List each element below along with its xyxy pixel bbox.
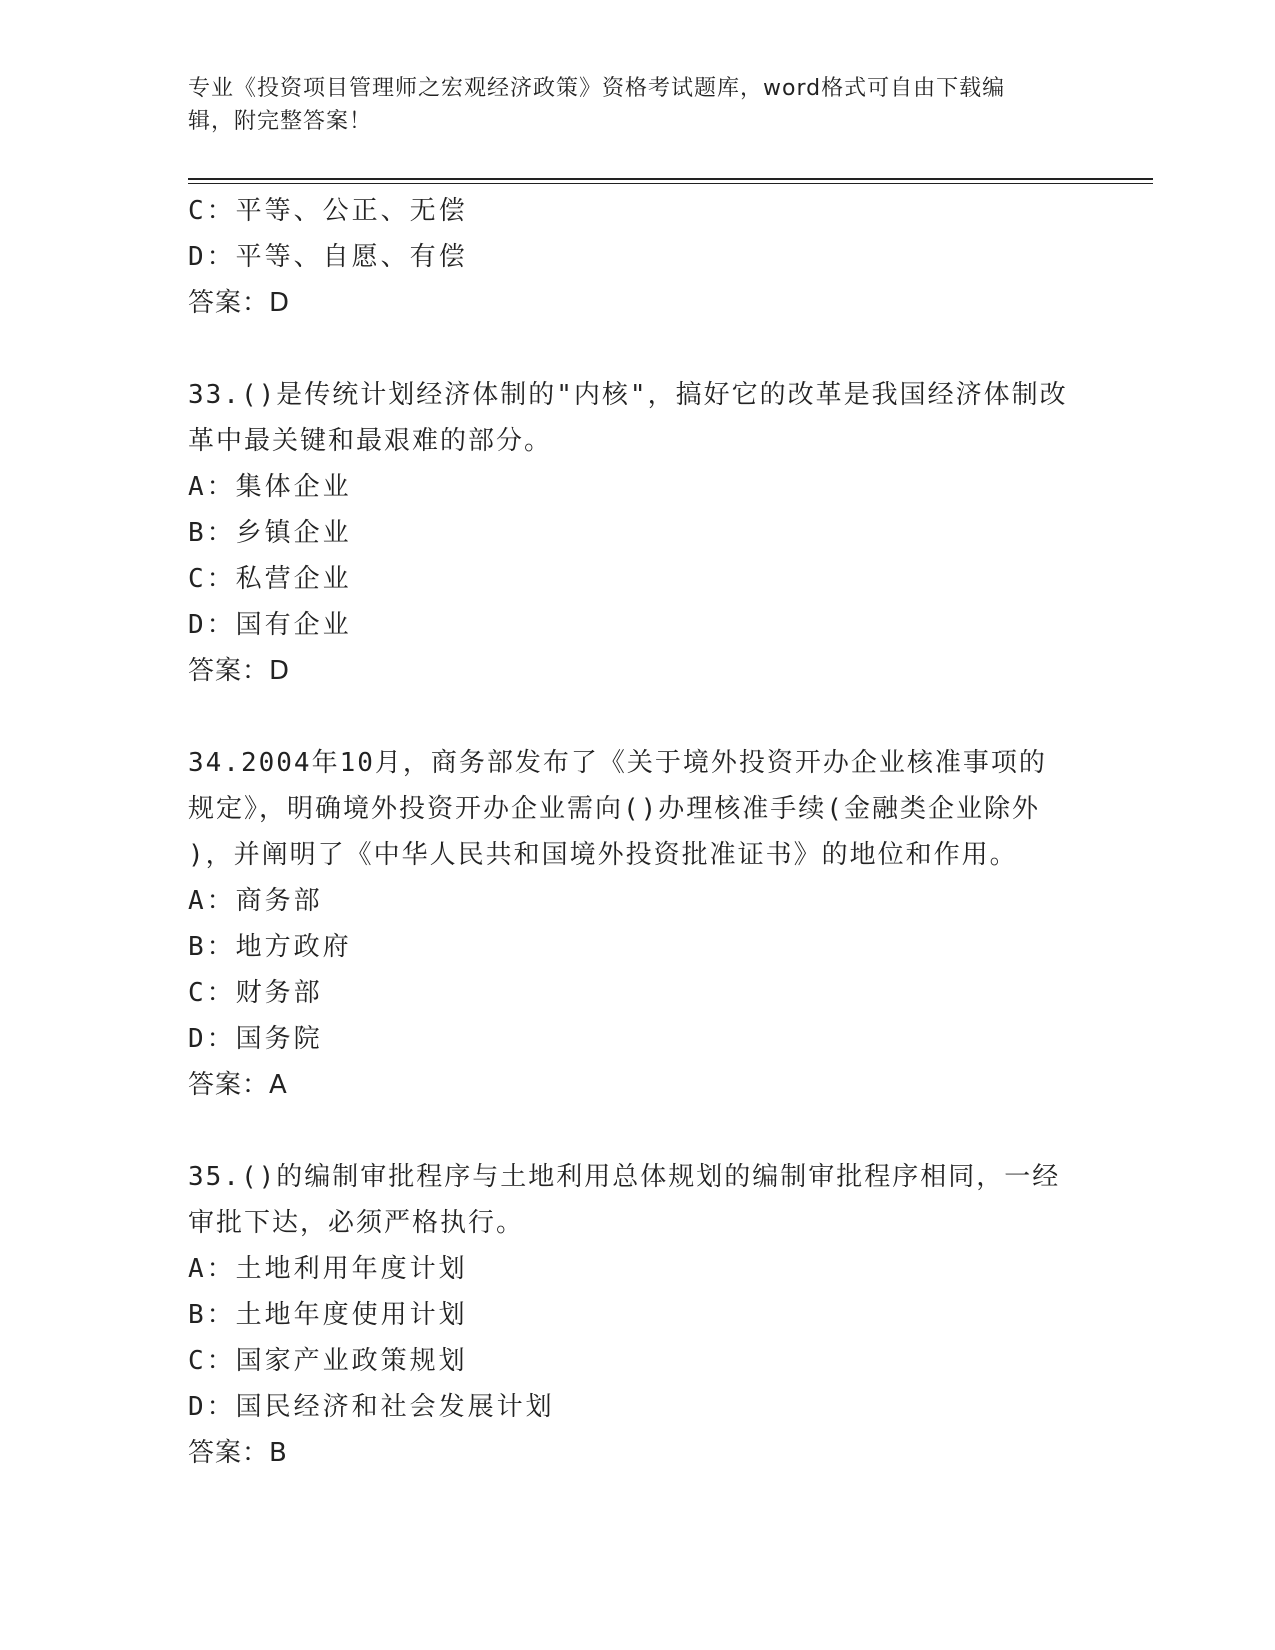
answer: 答案：A	[188, 1070, 288, 1100]
header-rule-thin	[188, 183, 1153, 184]
option-a: A：土地利用年度计划	[188, 1254, 468, 1284]
option-c: C：财务部	[188, 978, 323, 1008]
question-stem-line: 革中最关键和最艰难的部分。	[188, 426, 553, 456]
option-c: C：国家产业政策规划	[188, 1346, 468, 1376]
question-block-34	[188, 740, 1088, 1108]
option-d: D：平等、自愿、有偿	[188, 242, 468, 272]
question-list	[188, 188, 1088, 1476]
option-b: B：土地年度使用计划	[188, 1300, 468, 1330]
question-stem-line: )，并阐明了《中华人民共和国境外投资批准证书》的地位和作用。	[188, 840, 1018, 870]
option-c: C：私营企业	[188, 564, 352, 594]
header-rule-thick	[188, 178, 1153, 180]
header-line-1: 专业《投资项目管理师之宏观经济政策》资格考试题库，word格式可自由下载编	[188, 76, 1006, 101]
document-header	[188, 72, 1068, 138]
question-block-33	[188, 372, 1088, 694]
answer: 答案：B	[188, 1438, 288, 1468]
option-a: A：集体企业	[188, 472, 352, 502]
option-d: D：国民经济和社会发展计划	[188, 1392, 555, 1422]
option-d: D：国务院	[188, 1024, 323, 1054]
spacer	[188, 326, 1088, 372]
option-c: C：平等、公正、无偿	[188, 196, 468, 226]
spacer	[188, 1108, 1088, 1154]
answer: 答案：D	[188, 288, 291, 318]
option-b: B：地方政府	[188, 932, 352, 962]
question-stem-line: 34.2004年10月，商务部发布了《关于境外投资开办企业核准事项的	[188, 748, 1047, 778]
question-stem-line: 规定》，明确境外投资开办企业需向()办理核准手续(金融类企业除外	[188, 794, 1040, 824]
question-block-32	[188, 188, 1088, 326]
option-b: B：乡镇企业	[188, 518, 352, 548]
question-block-35	[188, 1154, 1088, 1476]
header-line-2: 辑，附完整答案！	[188, 109, 373, 134]
spacer	[188, 694, 1088, 740]
option-a: A：商务部	[188, 886, 323, 916]
option-d: D：国有企业	[188, 610, 352, 640]
answer: 答案：D	[188, 656, 291, 686]
question-stem-line: 审批下达，必须严格执行。	[188, 1208, 525, 1238]
question-stem-line: 33.()是传统计划经济体制的"内核"，搞好它的改革是我国经济体制改	[188, 380, 1068, 410]
question-stem-line: 35.()的编制审批程序与土地利用总体规划的编制审批程序相同，一经	[188, 1162, 1061, 1192]
